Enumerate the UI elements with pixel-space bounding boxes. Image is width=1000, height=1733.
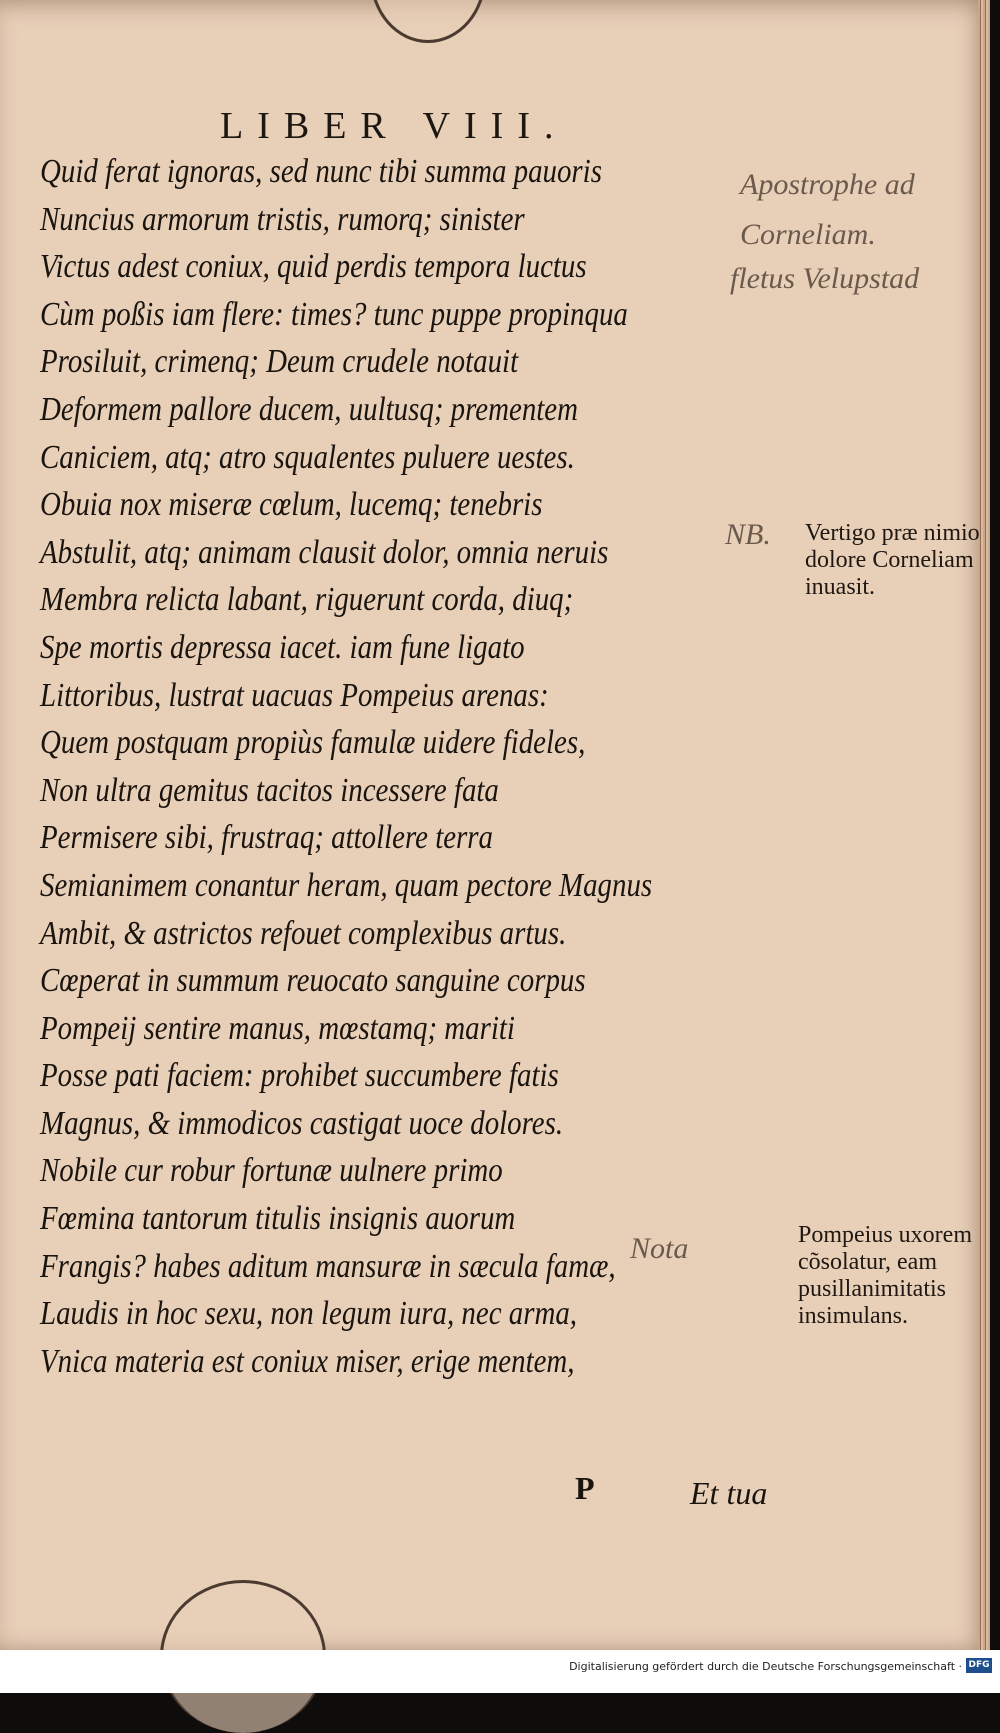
verse-line: Quem postquam propiùs famulæ uidere fideles, (40, 724, 586, 762)
verse-line: Obuia nox miseræ cœlum, lucemq; tenebris (40, 486, 543, 524)
running-head: LIBER VIII. (220, 105, 568, 147)
handwritten-note-fletus: fletus Velupstad (730, 262, 920, 295)
verse-line: Frangis? habes aditum mansuræ in sæcula famæ, (40, 1247, 616, 1285)
verse-line: Caniciem, atq; atro squalentes puluere uestes. (40, 438, 575, 476)
verse-line: Spe mortis depressa iacet. iam fune ligato (40, 628, 525, 666)
verse-line: Ambit, & astrictos refouet complexibus artus. (40, 914, 567, 952)
verse-line: Posse pati faciem: prohibet succumbere fatis (40, 1057, 559, 1095)
verse-line: Quid ferat ignoras, sed nunc tibi summa pauoris (40, 153, 602, 190)
verse-line: Littoribus, lustrat uacuas Pompeius arenas: (40, 676, 549, 714)
catchword: Et tua (690, 1475, 768, 1511)
side-gloss-vertigo: Vertigo præ nimio dolore Corneliam inuasit. (805, 520, 980, 600)
verse-line: Prosiluit, crimenq; Deum crudele notauit (40, 343, 519, 381)
side-gloss-pompeius: Pompeius uxorem cõsolatur, eam pusillanimitatis insimulans. (798, 1222, 972, 1329)
fore-edge (978, 0, 990, 1650)
footer-credit: Digitalisierung gefördert durch die Deutsche Forschungsgemeinschaft · (569, 1660, 962, 1673)
clasp-top (370, 0, 486, 43)
verse-line: Permisere sibi, frustraq; attollere terra (40, 819, 494, 857)
verse-block (40, 148, 760, 1385)
verse-line: Magnus, & immodicos castigat uoce dolores. (40, 1104, 564, 1142)
verse-line: Nobile cur robur fortunæ uulnere primo (40, 1152, 503, 1190)
verse-line: Laudis in hoc sexu, non legum iura, nec arma, (40, 1295, 578, 1333)
verse-line: Deformem pallore ducem, uultusq; prementem (40, 390, 579, 428)
verse-line: Victus adest coniux, quid perdis tempora luctus (40, 248, 587, 286)
verse-line: Membra relicta labant, riguerunt corda, diuq; (40, 581, 574, 619)
handwritten-note-nota: Nota (630, 1232, 689, 1265)
dfg-logo: DFG (966, 1658, 992, 1673)
verse-line: Vnica materia est coniux miser, erige mentem, (40, 1342, 575, 1380)
verse-line: Abstulit, atq; animam clausit dolor, omnia neruis (40, 533, 609, 571)
verse-line: Cùm poßis iam flere: times? tunc puppe propinqua (40, 295, 628, 333)
handwritten-note-nb: NB. (725, 518, 771, 551)
verse-line: Cœperat in summum reuocato sanguine corpus (40, 962, 586, 1000)
digitization-footer (0, 1650, 1000, 1693)
verse-line: Non ultra gemitus tacitos incessere fata (40, 771, 499, 809)
verse-line: Nuncius armorum tristis, rumorq; sinister (40, 200, 525, 238)
verse-line: Pompeij sentire manus, mœstamq; mariti (40, 1009, 515, 1047)
handwritten-note-apostrophe: Apostrophe ad Corneliam. (740, 168, 915, 251)
verse-line: Fœmina tantorum titulis insignis auorum (40, 1200, 516, 1238)
signature-mark: P (575, 1470, 595, 1506)
verse-line: Semianimem conantur heram, quam pectore Magnus (40, 866, 653, 904)
